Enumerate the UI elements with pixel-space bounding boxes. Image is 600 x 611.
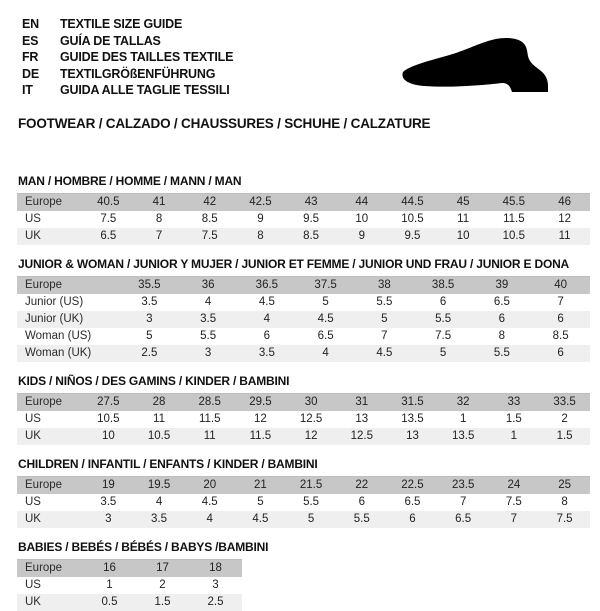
size-value: 7 <box>531 294 590 311</box>
row-label: Europe <box>17 276 120 294</box>
row-label: Europe <box>17 559 83 577</box>
size-value: 9 <box>336 228 387 245</box>
size-value: 6 <box>238 328 297 345</box>
size-value: 32 <box>438 393 489 411</box>
size-section-2 <box>17 374 590 445</box>
size-value: 13.5 <box>438 428 489 445</box>
size-value: 39 <box>473 276 532 294</box>
size-value: 8.5 <box>184 211 235 228</box>
size-value: 9.5 <box>286 211 337 228</box>
size-value: 6 <box>387 511 438 528</box>
size-value: 2.5 <box>120 345 179 362</box>
size-value: 21.5 <box>286 476 337 494</box>
size-value: 1 <box>438 411 489 428</box>
size-value: 4 <box>296 345 355 362</box>
size-value: 7 <box>355 328 414 345</box>
size-value: 13 <box>336 411 387 428</box>
size-value: 46 <box>539 193 590 211</box>
language-guide-title: GUIDA ALLE TAGLIE TESSILI <box>60 83 230 97</box>
language-code: IT <box>22 83 33 97</box>
table-row <box>17 228 590 245</box>
size-value: 5 <box>296 294 355 311</box>
size-value: 37.5 <box>296 276 355 294</box>
size-value: 20 <box>184 476 235 494</box>
size-value: 10.5 <box>489 228 540 245</box>
size-value: 4 <box>238 311 297 328</box>
row-label: Woman (US) <box>17 328 120 345</box>
language-code: ES <box>22 33 39 48</box>
table-row <box>17 294 590 311</box>
size-value: 5 <box>120 328 179 345</box>
size-value: 10 <box>83 428 134 445</box>
row-label: US <box>17 577 83 594</box>
size-table <box>17 193 590 245</box>
size-table-title: CHILDREN / INFANTIL / ENFANTS / KINDER / BAMBINI <box>18 456 318 471</box>
size-value: 4 <box>134 494 185 511</box>
size-value: 6.5 <box>387 494 438 511</box>
row-label: US <box>17 494 83 511</box>
table-row <box>17 476 590 494</box>
size-value: 17 <box>136 559 189 577</box>
size-value: 1 <box>83 577 136 594</box>
size-value: 43 <box>286 193 337 211</box>
language-code: FR <box>22 50 39 64</box>
size-table <box>17 476 590 528</box>
size-section-0 <box>17 174 590 245</box>
size-value: 24 <box>489 476 540 494</box>
size-value: 7 <box>489 511 540 528</box>
size-value: 35.5 <box>120 276 179 294</box>
language-guide-title: GUIDE DES TAILLES TEXTILE <box>60 50 234 64</box>
size-value: 11.5 <box>489 211 540 228</box>
size-value: 45 <box>438 193 489 211</box>
size-value: 7.5 <box>489 494 540 511</box>
size-section-3 <box>17 457 590 528</box>
size-value: 31.5 <box>387 393 438 411</box>
size-tables <box>17 174 590 611</box>
size-value: 33 <box>489 393 540 411</box>
size-value: 12 <box>539 211 590 228</box>
language-row-en <box>17 16 590 33</box>
size-value: 8 <box>473 328 532 345</box>
size-value: 44.5 <box>387 193 438 211</box>
size-value: 7.5 <box>539 511 590 528</box>
row-label: US <box>17 411 83 428</box>
size-value: 4.5 <box>296 311 355 328</box>
size-value: 10.5 <box>134 428 185 445</box>
size-value: 40 <box>531 276 590 294</box>
size-value: 7 <box>134 228 185 245</box>
size-value: 40.5 <box>83 193 134 211</box>
size-value: 11 <box>438 211 489 228</box>
size-table-title: JUNIOR & WOMAN / JUNIOR Y MUJER / JUNIOR ET FEMME / JUNIOR UND FRAU / JUNIOR E DONA <box>18 256 570 271</box>
size-value: 5 <box>235 494 286 511</box>
size-table-title: MAN / HOMBRE / HOMME / MANN / MAN <box>18 173 242 188</box>
table-row <box>17 345 590 362</box>
size-value: 3.5 <box>83 494 134 511</box>
size-value: 28.5 <box>184 393 235 411</box>
size-value: 25 <box>539 476 590 494</box>
size-value: 30 <box>286 393 337 411</box>
size-value: 9.5 <box>387 228 438 245</box>
size-value: 6 <box>414 294 473 311</box>
size-value: 3.5 <box>134 511 185 528</box>
row-label: UK <box>17 428 83 445</box>
size-value: 2 <box>136 577 189 594</box>
row-label: Junior (UK) <box>17 311 120 328</box>
size-table <box>17 276 590 362</box>
size-value: 18 <box>189 559 242 577</box>
size-value: 11 <box>134 411 185 428</box>
row-label: Junior (US) <box>17 294 120 311</box>
size-value: 36 <box>179 276 238 294</box>
size-value: 1.5 <box>489 411 540 428</box>
table-row <box>17 577 242 594</box>
size-value: 6 <box>336 494 387 511</box>
size-value: 4.5 <box>238 294 297 311</box>
size-value: 12.5 <box>336 428 387 445</box>
row-label: US <box>17 211 83 228</box>
table-row <box>17 594 242 611</box>
size-value: 8.5 <box>286 228 337 245</box>
size-value: 5.5 <box>286 494 337 511</box>
size-value: 6.5 <box>438 511 489 528</box>
size-value: 22.5 <box>387 476 438 494</box>
row-label: UK <box>17 511 83 528</box>
size-value: 4 <box>179 294 238 311</box>
size-value: 12 <box>286 428 337 445</box>
size-value: 4.5 <box>355 345 414 362</box>
size-value: 10.5 <box>387 211 438 228</box>
language-guide-title: GUÍA DE TALLAS <box>60 33 161 48</box>
size-value: 1.5 <box>539 428 590 445</box>
size-value: 3.5 <box>179 311 238 328</box>
size-value: 45.5 <box>489 193 540 211</box>
size-value: 4 <box>184 511 235 528</box>
language-code: DE <box>22 66 39 81</box>
table-row <box>17 276 590 294</box>
row-label: UK <box>17 594 83 611</box>
size-value: 31 <box>336 393 387 411</box>
size-value: 6.5 <box>83 228 134 245</box>
size-value: 2.5 <box>189 594 242 611</box>
table-row <box>17 494 590 511</box>
size-value: 1 <box>489 428 540 445</box>
size-value: 5.5 <box>179 328 238 345</box>
size-value: 11.5 <box>184 411 235 428</box>
size-value: 12.5 <box>286 411 337 428</box>
size-value: 4.5 <box>235 511 286 528</box>
size-value: 29.5 <box>235 393 286 411</box>
size-value: 19.5 <box>134 476 185 494</box>
size-value: 5 <box>286 511 337 528</box>
table-row <box>17 211 590 228</box>
size-section-1 <box>17 257 590 362</box>
size-value: 3 <box>120 311 179 328</box>
table-row <box>17 511 590 528</box>
category-title: FOOTWEAR / CALZADO / CHAUSSURES / SCHUHE / CALZATURE <box>18 115 431 131</box>
size-value: 5.5 <box>473 345 532 362</box>
size-value: 3.5 <box>238 345 297 362</box>
size-value: 3.5 <box>120 294 179 311</box>
table-row <box>17 328 590 345</box>
size-value: 10 <box>438 228 489 245</box>
size-value: 13 <box>387 428 438 445</box>
size-value: 8.5 <box>531 328 590 345</box>
size-value: 5.5 <box>414 311 473 328</box>
size-value: 7 <box>438 494 489 511</box>
size-value: 5.5 <box>355 294 414 311</box>
size-value: 7.5 <box>83 211 134 228</box>
row-label: Europe <box>17 193 83 211</box>
size-value: 0.5 <box>83 594 136 611</box>
size-value: 3 <box>189 577 242 594</box>
size-value: 3 <box>179 345 238 362</box>
size-value: 19 <box>83 476 134 494</box>
table-row <box>17 193 590 211</box>
size-value: 42 <box>184 193 235 211</box>
size-value: 2 <box>539 411 590 428</box>
size-value: 6.5 <box>296 328 355 345</box>
size-value: 7.5 <box>414 328 473 345</box>
size-value: 11 <box>539 228 590 245</box>
size-value: 44 <box>336 193 387 211</box>
size-value: 33.5 <box>539 393 590 411</box>
size-value: 11 <box>184 428 235 445</box>
size-value: 10.5 <box>83 411 134 428</box>
size-table <box>17 393 590 445</box>
size-table-title: KIDS / NIÑOS / DES GAMINS / KINDER / BAMBINI <box>18 373 290 388</box>
size-value: 38.5 <box>414 276 473 294</box>
size-value: 6 <box>473 311 532 328</box>
size-table <box>17 559 242 611</box>
size-value: 9 <box>235 211 286 228</box>
size-value: 28 <box>134 393 185 411</box>
size-table-title: BABIES / BEBÉS / BÉBÉS / BABYS /BAMBINI <box>18 539 269 554</box>
size-value: 8 <box>134 211 185 228</box>
table-row <box>17 311 590 328</box>
size-value: 36.5 <box>238 276 297 294</box>
size-value: 6.5 <box>473 294 532 311</box>
size-value: 12 <box>235 411 286 428</box>
row-label: Europe <box>17 393 83 411</box>
size-value: 6 <box>531 345 590 362</box>
size-value: 41 <box>134 193 185 211</box>
size-value: 10 <box>336 211 387 228</box>
size-value: 8 <box>539 494 590 511</box>
table-row <box>17 559 242 577</box>
size-value: 23.5 <box>438 476 489 494</box>
size-value: 6 <box>531 311 590 328</box>
size-value: 13.5 <box>387 411 438 428</box>
language-guide-title: TEXTILGRÖßENFÜHRUNG <box>60 66 216 81</box>
size-value: 5 <box>355 311 414 328</box>
table-row <box>17 428 590 445</box>
size-value: 38 <box>355 276 414 294</box>
size-value: 22 <box>336 476 387 494</box>
size-value: 27.5 <box>83 393 134 411</box>
language-code: EN <box>22 17 39 31</box>
size-value: 1.5 <box>136 594 189 611</box>
size-value: 3 <box>83 511 134 528</box>
language-guide-title: TEXTILE SIZE GUIDE <box>60 17 183 31</box>
size-value: 8 <box>235 228 286 245</box>
size-value: 11.5 <box>235 428 286 445</box>
size-value: 7.5 <box>184 228 235 245</box>
dress-shoe-icon <box>398 36 570 94</box>
size-value: 5 <box>414 345 473 362</box>
size-value: 4.5 <box>184 494 235 511</box>
table-row <box>17 393 590 411</box>
row-label: UK <box>17 228 83 245</box>
row-label: Woman (UK) <box>17 345 120 362</box>
size-value: 16 <box>83 559 136 577</box>
size-value: 42.5 <box>235 193 286 211</box>
table-row <box>17 411 590 428</box>
size-value: 5.5 <box>336 511 387 528</box>
size-value: 21 <box>235 476 286 494</box>
row-label: Europe <box>17 476 83 494</box>
